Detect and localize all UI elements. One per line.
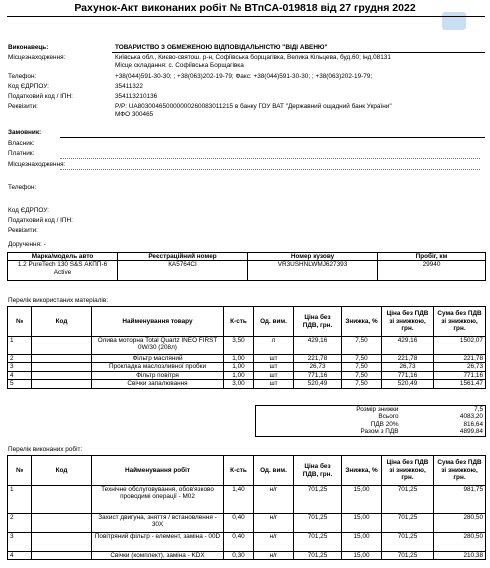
row-unit: н/г xyxy=(254,486,294,514)
row-number: 3 xyxy=(8,363,32,371)
row-sum: 280,50 xyxy=(434,533,486,552)
summary-value: 4083,20 xyxy=(459,413,483,421)
row-sum: 1561,47 xyxy=(434,380,486,388)
row-sum: 981,75 xyxy=(434,486,486,514)
materials-header-cell: Сума без ПДВ зі знижкою, грн. xyxy=(434,307,486,337)
row-discount: 7,50 xyxy=(342,380,382,388)
row-code xyxy=(32,337,92,355)
executor-location-1: Київська обл., Києво-святош. р-н, Софіївська борщагівка, Велика Кільцева, буд.60; інд.08131 xyxy=(115,54,391,61)
vehicle-vin: VR3USHNLWMJ627393 xyxy=(248,261,378,281)
row-price-discounted: 221,78 xyxy=(382,355,434,363)
summary-row xyxy=(256,406,486,414)
row-number: 1 xyxy=(8,486,32,514)
row-discount: 15,00 xyxy=(342,514,382,533)
table-row xyxy=(8,363,486,371)
row-unit: н/г xyxy=(254,533,294,552)
row-name: Олива моторна Total Quartz INEO FIRST 0W/30 (208л) xyxy=(92,337,224,355)
row-discount: 15,00 xyxy=(342,486,382,514)
row-price: 701,25 xyxy=(294,552,342,560)
materials-header-cell: Ціна без ПДВ, грн. xyxy=(294,307,342,337)
executor-req-1: Р/Р: UA803004650000000260083011215 в банку ГОУ ВАТ "Державний ощадний банк України" xyxy=(115,103,392,110)
row-price: 701,25 xyxy=(294,486,342,514)
location-underline xyxy=(60,169,480,170)
row-unit: шт xyxy=(254,363,294,371)
materials-summary xyxy=(255,405,486,437)
row-sum: 280,50 xyxy=(434,514,486,533)
works-header-cell: Найменування робіт xyxy=(92,456,224,486)
row-number: 2 xyxy=(8,355,32,363)
executor-location-2: Місце складання: с. Софіївська Борщагівка xyxy=(115,62,244,69)
vehicle-header-cell: Марка/модель авто xyxy=(8,253,118,261)
materials-header-row xyxy=(8,307,486,337)
row-unit: шт xyxy=(254,371,294,379)
table-row xyxy=(8,533,486,552)
vehicle-header-row xyxy=(8,253,486,261)
row-qty: 3,00 xyxy=(224,380,254,388)
row-unit: н/г xyxy=(254,514,294,533)
row-code xyxy=(32,514,92,533)
row-code xyxy=(32,371,92,379)
table-row xyxy=(8,486,486,514)
payer-underline xyxy=(60,158,480,159)
row-qty: 1,00 xyxy=(224,363,254,371)
customer-phone-label: Телефон: xyxy=(8,184,37,191)
works-header-cell: № xyxy=(8,456,32,486)
executor-underline xyxy=(112,52,485,53)
row-sum: 221,78 xyxy=(434,355,486,363)
executor-req-2: МФО 300465 xyxy=(115,111,154,118)
row-price: 771,16 xyxy=(294,371,342,379)
customer-edrpou-label: Код ЄДРПОУ: xyxy=(8,207,49,214)
row-qty: 3,50 xyxy=(224,337,254,355)
row-code xyxy=(32,533,92,552)
row-price-discounted: 429,16 xyxy=(382,337,434,355)
row-unit: шт xyxy=(254,380,294,388)
executor-ipn-label: Податковий код / ІПН: xyxy=(8,93,73,100)
table-row xyxy=(8,371,486,379)
row-price-discounted: 26,73 xyxy=(382,363,434,371)
works-header-cell: Код xyxy=(32,456,92,486)
materials-header-cell: Код xyxy=(32,307,92,337)
row-price: 701,25 xyxy=(294,533,342,552)
materials-caption: Перелік використаних матеріалів: xyxy=(8,297,109,304)
row-code xyxy=(32,486,92,514)
row-number: 3 xyxy=(8,533,32,552)
vehicle-reg-number: КА5764СІ xyxy=(118,261,248,281)
summary-value: 7,5 xyxy=(474,406,483,413)
materials-header-cell: № xyxy=(8,307,32,337)
works-table xyxy=(7,455,486,560)
row-unit: шт xyxy=(254,355,294,363)
row-price-discounted: 771,16 xyxy=(382,371,434,379)
executor-edrpou: 35411322 xyxy=(115,83,143,90)
row-qty: 0,40 xyxy=(224,533,254,552)
works-header-cell: К-сть xyxy=(224,456,254,486)
row-qty: 1,40 xyxy=(224,486,254,514)
row-sum: 210,38 xyxy=(434,552,486,560)
row-discount: 7,50 xyxy=(342,337,382,355)
executor-req-label: Реквізити: xyxy=(8,103,38,110)
row-discount: 7,50 xyxy=(342,363,382,371)
row-discount: 15,00 xyxy=(342,552,382,560)
summary-label: Розмір знижки xyxy=(356,406,399,413)
summary-value: 4899,84 xyxy=(459,428,483,436)
materials-table xyxy=(7,306,486,389)
materials-header-cell: Знижка, % xyxy=(342,307,382,337)
table-row xyxy=(8,337,486,355)
title-divider xyxy=(7,16,485,17)
customer-req-label: Реквізити: xyxy=(8,227,38,234)
row-qty: 0,40 xyxy=(224,514,254,533)
vehicle-mileage: 29940 xyxy=(378,261,486,281)
row-name: Повітряний фільтр - елемент, заміна - 00D xyxy=(92,533,224,552)
works-header-cell: Знижка, % xyxy=(342,456,382,486)
customer-payer-label: Платник: xyxy=(8,150,35,157)
row-discount: 7,50 xyxy=(342,355,382,363)
executor-ipn: 354113210136 xyxy=(115,93,158,100)
vehicle-model: 1.2 PureTech 130 S&S АКПП-6 Active xyxy=(8,261,118,281)
row-name: Свічки (комплект), заміна - KDX xyxy=(92,552,224,560)
materials-header-cell: К-сть xyxy=(224,307,254,337)
row-number: 4 xyxy=(8,552,32,560)
materials-header-cell: Ціна без ПДВ зі знижкою, грн. xyxy=(382,307,434,337)
row-price-discounted: 701,25 xyxy=(382,514,434,533)
row-price: 701,25 xyxy=(294,514,342,533)
row-name: Технічне обслуговування, обов'язково проводимі операції - М02 xyxy=(92,486,224,514)
row-sum: 771,16 xyxy=(434,371,486,379)
table-row xyxy=(8,380,486,388)
row-price: 26,73 xyxy=(294,363,342,371)
row-price: 221,78 xyxy=(294,355,342,363)
customer-underline xyxy=(60,137,485,138)
vehicle-table xyxy=(7,252,486,281)
row-code xyxy=(32,355,92,363)
row-discount: 7,50 xyxy=(342,371,382,379)
row-number: 2 xyxy=(8,514,32,533)
executor-phone-label: Телефон: xyxy=(8,73,37,80)
row-qty: 1,00 xyxy=(224,371,254,379)
row-name: Захист двигуна, зняття / встановлення - 30Х xyxy=(92,514,224,533)
row-code xyxy=(32,380,92,388)
row-qty: 1,00 xyxy=(224,355,254,363)
summary-value: 816,64 xyxy=(463,420,483,428)
executor-edrpou-label: Код ЄДРПОУ: xyxy=(8,83,49,90)
executor-name: ТОВАРИСТВО З ОБМЕЖЕНОЮ ВІДПОВІДАЛЬНІСТЮ "ВІДІ АВЕНЮ" xyxy=(115,44,328,51)
works-header-cell: Ціна без ПДВ, грн. xyxy=(294,456,342,486)
row-price-discounted: 701,25 xyxy=(382,552,434,560)
customer-owner-label: Власник: xyxy=(8,140,35,147)
works-header-cell: Ціна без ПДВ зі знижкою, грн. xyxy=(382,456,434,486)
summary-row xyxy=(256,428,486,436)
row-unit: н/г xyxy=(254,552,294,560)
summary-label: ПДВ 20% xyxy=(370,420,399,428)
executor-phone: +38(044)591-30-30; ; +38(063)202-19-79; Факс: +38(044)591-30-30; ; +38(063)202-19-79; xyxy=(115,73,373,80)
row-sum: 1502,07 xyxy=(434,337,486,355)
row-price-discounted: 701,25 xyxy=(382,486,434,514)
row-qty: 0,30 xyxy=(224,552,254,560)
row-name: Фільтр повітря xyxy=(92,371,224,379)
row-discount: 15,00 xyxy=(342,533,382,552)
row-price: 520,49 xyxy=(294,380,342,388)
works-header-cell: Од. вим. xyxy=(254,456,294,486)
row-name: Фільтр масляний xyxy=(92,355,224,363)
row-price: 429,16 xyxy=(294,337,342,355)
vehicle-header-cell: Реєстраційний номер xyxy=(118,253,248,261)
customer-location-label: Місцезнаходження: xyxy=(8,161,66,168)
works-caption: Перелік виконаних робіт: xyxy=(8,446,83,453)
materials-header-cell: Од. вим. xyxy=(254,307,294,337)
summary-row xyxy=(256,421,486,428)
row-number: 4 xyxy=(8,371,32,379)
customer-ipn-label: Податковий код / ІПН: xyxy=(8,217,73,224)
row-code xyxy=(32,552,92,560)
summary-label: Разом з ПДВ xyxy=(360,428,399,436)
table-row xyxy=(8,514,486,533)
row-price-discounted: 520,49 xyxy=(382,380,434,388)
document-title: Рахунок-Акт виконаних робіт № ВТпСА-019818 від 27 грудня 2022 xyxy=(74,2,416,14)
row-price-discounted: 701,25 xyxy=(382,533,434,552)
summary-label: Всього xyxy=(378,413,399,421)
summary-row xyxy=(256,413,486,420)
executor-label: Виконавець: xyxy=(8,44,49,51)
row-unit: л xyxy=(254,337,294,355)
row-name: Свічки запалювання xyxy=(92,380,224,388)
row-sum: 26,73 xyxy=(434,363,486,371)
executor-location-label: Місцезнаходження: xyxy=(8,54,66,61)
vehicle-header-cell: Номер кузову xyxy=(248,253,378,261)
customer-label: Замовник: xyxy=(8,129,42,136)
works-header-row xyxy=(8,456,486,486)
table-row xyxy=(8,552,486,560)
row-name: Прокладка маслозливної пробки xyxy=(92,363,224,371)
table-row xyxy=(8,355,486,363)
customer-proxy-label: Доручення: - xyxy=(8,241,46,248)
vehicle-header-cell: Пробіг, км xyxy=(378,253,486,261)
row-code xyxy=(32,363,92,371)
row-number: 1 xyxy=(8,337,32,355)
vehicle-row xyxy=(8,261,486,281)
watermark-logo xyxy=(442,12,466,30)
row-number: 5 xyxy=(8,380,32,388)
works-header-cell: Сума без ПДВ зі знижкою, грн. xyxy=(434,456,486,486)
materials-header-cell: Найменування товару xyxy=(92,307,224,337)
